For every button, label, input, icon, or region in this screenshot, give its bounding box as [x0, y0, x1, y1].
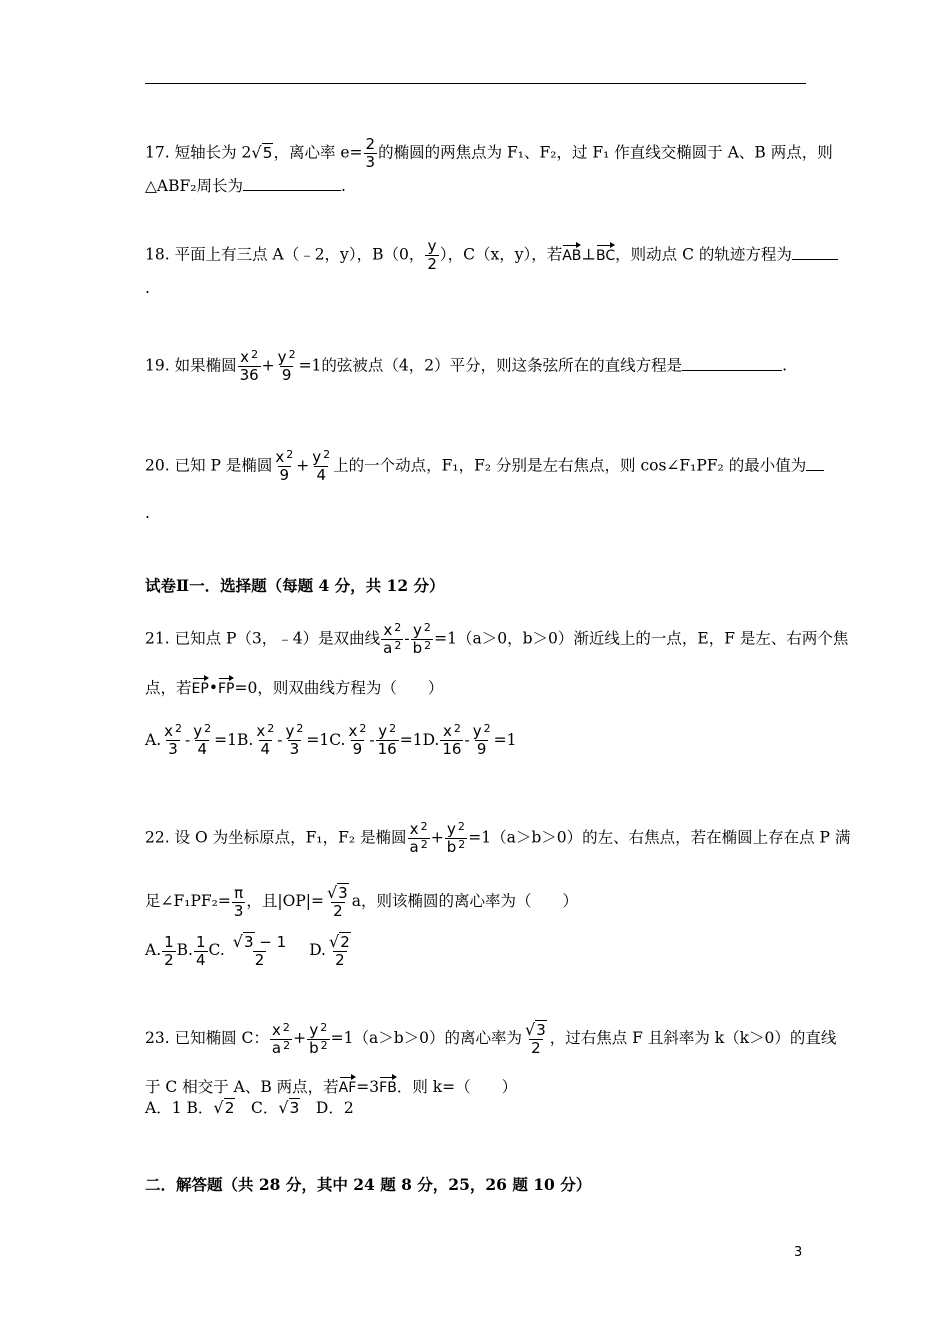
q20-fraction-x: $\frac{x ^2}{9}$ — [275, 448, 294, 484]
q18-text-a: 18. 平面上有三点 A（﹣2，y），B（0， — [145, 245, 425, 264]
option-rest: =1 — [399, 730, 423, 749]
q22-fraction-x: $\frac{x ^2}{a ^2}$ — [409, 820, 428, 856]
question-20-line-1 — [145, 449, 824, 484]
section-heading-solution: 二．解答题（共 28 分，其中 24 题 8 分，25，26 题 10 分） — [145, 1175, 592, 1194]
q23-equals: =3 — [356, 1078, 380, 1096]
q23-text-d: 于 C 相交于 A、B 两点，若 — [145, 1078, 339, 1096]
q22-text-b: =1（a＞b＞0）的左、右焦点，若在椭圆上存在点 P 满 — [468, 828, 851, 847]
dot-product: • — [208, 679, 218, 697]
question-17-line-1 — [145, 136, 833, 171]
option-b-label: B. — [176, 941, 193, 959]
answer-blank-19 — [682, 356, 782, 371]
q20-fraction-y: $\frac{y ^2}{4}$ — [312, 448, 331, 484]
question-19 — [145, 349, 787, 384]
q21-option-a — [145, 722, 238, 758]
option-rest: =1 — [214, 730, 238, 749]
q18-text-c: ，则动点 C 的轨迹方程为 — [615, 245, 792, 264]
answer-blank-20 — [806, 456, 824, 471]
q21-text-b: =1（a＞0，b＞0）渐近线上的一点，E，F 是左、右两个焦 — [434, 629, 849, 648]
q17-text-a: 17. 短轴长为 2 — [145, 143, 252, 162]
q23-fraction-e: $\frac{√3}{2}$ — [524, 1020, 546, 1057]
q21-fraction-y: $\frac{y ^2}{b ^2}$ — [412, 621, 432, 657]
question-18-line-2 — [145, 278, 150, 298]
question-21-options — [145, 723, 516, 758]
option-fraction-x: $\frac{x ^2}{9}$ — [348, 722, 367, 758]
vector-fb: FB — [379, 1074, 397, 1098]
q17-fraction: $\frac{2}{3}$ — [365, 135, 376, 171]
q23-option-c-sqrt: √3 — [278, 1098, 300, 1117]
option-d-value: $\frac{√2}{2}$ — [329, 932, 350, 969]
q18-fraction: $\frac{y}{2}$ — [427, 237, 437, 273]
option-fraction-y: $\frac{y ^2}{4}$ — [193, 722, 212, 758]
q21-text-a: 21. 已知点 P（3，﹣4）是双曲线 — [145, 629, 381, 648]
option-d-label: D. — [309, 941, 326, 959]
q22-text-a: 22. 设 O 为坐标原点，F₁，F₂ 是椭圆 — [145, 828, 407, 847]
q19-fraction-y: $\frac{y ^2}{9}$ — [277, 348, 296, 384]
q20-text-c: . — [145, 504, 150, 522]
question-22-line-1 — [145, 821, 850, 856]
q22-fraction-sqrt3: $\frac{√3}{2}$ — [326, 883, 348, 920]
q23-option-d: D．2 — [300, 1099, 354, 1117]
q17-text-b: ，离心率 e= — [273, 143, 363, 162]
vector-ep: EP — [192, 675, 209, 699]
question-23-line-2 — [145, 1074, 517, 1098]
plus-sign: + — [293, 1029, 307, 1047]
plus-sign: + — [296, 456, 310, 475]
vector-ab: AB — [562, 242, 581, 266]
q23-text-a: 23. 已知椭圆 C： — [145, 1029, 269, 1047]
option-rest: =1 — [306, 730, 330, 749]
q19-text-b: 的弦被点（4，2）平分，则这条弦所在的直线方程是 — [321, 356, 683, 375]
q17-text-c: 的椭圆的两焦点为 F₁、F₂，过 F₁ 作直线交椭圆于 A、B 两点，则 — [378, 143, 833, 162]
minus-sign: - — [185, 730, 191, 749]
vector-fp: FP — [218, 675, 235, 699]
question-22-line-2 — [145, 884, 578, 920]
q23-text-e: ．则 k=（ ） — [396, 1078, 518, 1096]
option-a-label: A. — [145, 941, 162, 959]
q23-text-b: =1（a＞b＞0）的离心率为 — [330, 1029, 522, 1047]
page-number: 3 — [794, 1245, 803, 1260]
question-21-line-2 — [145, 675, 443, 699]
q21-option-c — [329, 722, 423, 758]
vector-af: AF — [339, 1074, 357, 1098]
option-fraction-x: $\frac{x ^2}{3}$ — [164, 722, 183, 758]
q19-fraction-x: $\frac{x ^2}{36}$ — [239, 348, 259, 384]
q22-text-d: ，且|OP|= — [246, 892, 324, 910]
option-a-value: $\frac{1}{2}$ — [164, 932, 174, 969]
q20-text-a: 20. 已知 P 是椭圆 — [145, 456, 273, 475]
minus-sign: - — [404, 629, 410, 648]
q23-option-c-label: C． — [235, 1099, 279, 1117]
question-21-line-1 — [145, 622, 848, 657]
question-18-line-1 — [145, 238, 838, 273]
vector-bc: BC — [596, 242, 615, 266]
q18-text-b: ），C（x，y），若 — [439, 245, 563, 264]
option-fraction-x: $\frac{x ^2}{16}$ — [442, 722, 462, 758]
plus-sign: + — [261, 356, 275, 375]
option-fraction-y: $\frac{y ^2}{3}$ — [285, 722, 304, 758]
question-23-options — [145, 1098, 354, 1118]
q23-option-b-sqrt: √2 — [213, 1098, 235, 1117]
minus-sign: - — [277, 730, 283, 749]
q21-fraction-x: $\frac{x ^2}{a ^2}$ — [383, 621, 402, 657]
q22-text-e: a，则该椭圆的离心率为（ ） — [351, 892, 578, 910]
question-23-line-1 — [145, 1021, 836, 1057]
question-20-line-2 — [145, 503, 150, 523]
q23-text-c: ，过右焦点 F 且斜率为 k（k＞0）的直线 — [549, 1029, 837, 1047]
q17-sqrt: √5 — [251, 142, 273, 162]
question-17-line-2 — [145, 176, 346, 196]
option-label: B. — [237, 730, 254, 749]
option-label: D. — [422, 730, 440, 749]
q17-text-e: . — [340, 177, 346, 195]
q20-text-b: 上的一个动点，F₁，F₂ 分别是左右焦点，则 cos∠F₁PF₂ 的最小值为 — [333, 456, 807, 475]
q19-equals: =1 — [298, 356, 322, 375]
q22-fraction-y: $\frac{y ^2}{b ^2}$ — [446, 820, 466, 856]
q22-fraction-pi: $\frac{\pi}{3}$ — [233, 883, 244, 920]
plus-sign: + — [430, 828, 444, 847]
option-rest: =1 — [493, 730, 517, 749]
q17-text-d: △ABF₂周长为 — [145, 177, 243, 195]
minus-sign: - — [369, 730, 375, 749]
option-fraction-y: $\frac{y ^2}{16}$ — [377, 722, 397, 758]
q19-text-a: 19. 如果椭圆 — [145, 356, 237, 375]
answer-blank-18 — [792, 245, 838, 260]
option-c-value: $\frac{√3 - 1}{2}$ — [232, 932, 287, 969]
option-label: C. — [329, 730, 346, 749]
q23-option-ab: A．1 B． — [145, 1099, 214, 1117]
question-22-options — [145, 933, 354, 969]
option-b-value: $\frac{1}{4}$ — [196, 932, 206, 969]
option-label: A. — [145, 730, 162, 749]
section-heading-choice: 试卷Ⅱ一．选择题（每题 4 分，共 12 分） — [145, 576, 445, 595]
q23-fraction-x: $\frac{x ^2}{a ^2}$ — [271, 1020, 291, 1057]
q21-option-b — [237, 722, 330, 758]
q23-fraction-y: $\frac{y ^2}{b ^2}$ — [309, 1020, 328, 1057]
q18-text-d: . — [145, 279, 150, 297]
option-fraction-y: $\frac{y ^2}{9}$ — [472, 722, 491, 758]
header-rule — [145, 83, 806, 84]
q21-text-c: 点，若 — [145, 679, 192, 697]
answer-blank-17 — [243, 176, 341, 191]
option-c-label: C. — [208, 941, 225, 959]
minus-sign: - — [464, 730, 470, 749]
q21-text-d: =0，则双曲线方程为（ ） — [234, 679, 444, 697]
q19-text-c: . — [782, 356, 788, 375]
q21-option-d — [422, 722, 517, 758]
option-fraction-x: $\frac{x ^2}{4}$ — [256, 722, 275, 758]
perp-symbol: ⊥ — [581, 245, 596, 264]
q22-text-c: 足∠F₁PF₂= — [145, 892, 231, 910]
